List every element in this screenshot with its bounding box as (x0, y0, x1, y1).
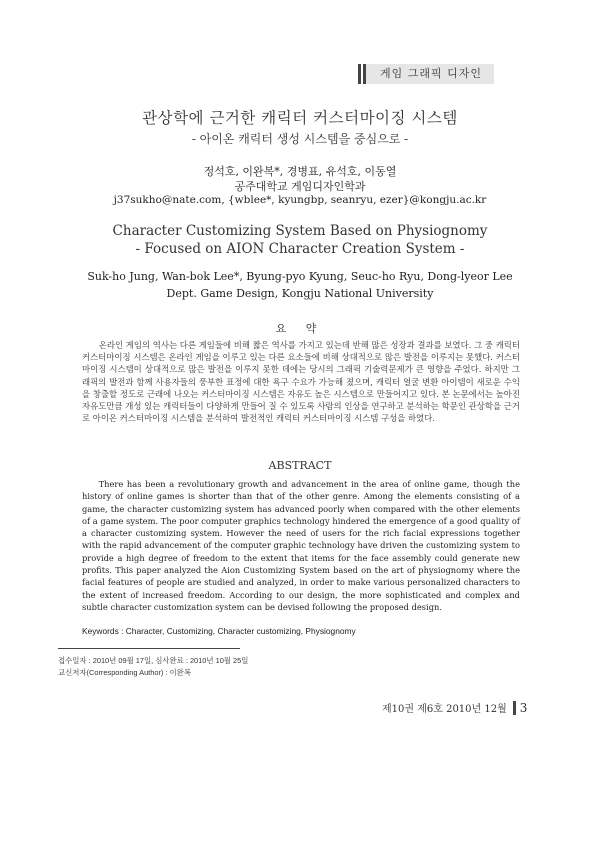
footnote-corresponding-author: 교신저자(Corresponding Author) : 이완복 (58, 668, 191, 677)
footnote-dates: 접수일자 : 2010년 09월 17일, 심사완료 : 2010년 10월 25일 (58, 656, 249, 665)
subtitle-english: - Focused on AION Character Creation System - (135, 241, 465, 257)
abstract-korean-heading: 요 약 (275, 322, 325, 335)
keywords: Keywords : Character, Customizing, Character customizing, Physiognomy (82, 626, 356, 636)
subtitle-korean: - 아이온 캐릭터 생성 시스템을 중심으로 - (191, 132, 409, 146)
author-emails: j37sukho@nate.com, {wblee*, kyungbp, seanryu, ezer}@kongju.ac.kr (113, 194, 487, 206)
affiliation-english: Dept. Game Design, Kongju National University (166, 287, 434, 300)
authors-korean: 정석호, 이완복*, 경병표, 유석호, 이동열 (203, 165, 397, 178)
abstract-english-text: There has been a revolutionary growth and advancement in the area of online game, though the history of online games is shorter than that of the other genre. Among the elements consisting of a game, the character customizing system has advanced poorly when compared with the other elements of a game system. The poor computer graphics technology hindered the emergence of a good quality of a character customizing system. However the need of users for the rich facial expressions together with the rapid advancement of the computer graphic technology have driven the customizing system to provide a high degree of freedom to the extent that items for the face assembly could generate new profits. This paper analyzed the Aion Customizing System based on the art of physiognomy where the facial features of people are studied and analyzed, in order to make various personalized characters to the extent of increased freedom. According to our design, the more sophisticated and complex and subtle character customization system can be devised following the proposed design. (82, 479, 520, 612)
footnote-divider (58, 648, 240, 649)
authors-english: Suk-ho Jung, Wan-bok Lee*, Byung-pyo Kyung, Seuc-ho Ryu, Dong-lyeor Lee (87, 270, 513, 283)
page-number: 3 (519, 700, 528, 715)
issue-info: 제10권 제6호 2010년 12월 (382, 704, 507, 715)
abstract-english-heading: ABSTRACT (268, 459, 332, 472)
page-number-bar (513, 701, 516, 715)
affiliation-korean: 공주대학교 게임디자인학과 (234, 180, 366, 193)
section-tag-bars (358, 64, 366, 84)
page-info (382, 700, 527, 715)
abstract-korean-text: 온라인 게임의 역사는 다른 게임들에 비해 짧은 역사를 가지고 있는데 반해 많은 성장과 결과를 보였다. 그 중 캐릭터 커스터마이징 시스템은 온라인 게임을 이루고 있는 다른 요소들에 비해 상대적으로 많은 발전을 이루지는 못했다. 커스터마이징 시스템이 상대적으로 많은 발전을 이루지 못한 데에는 당시의 그래픽 기술력문제가 큰 영향을 주었다. 하지만 그래픽의 발전과 함께 사용자들의 풍부한 표정에 대한 욕구 수요가 가능해 졌으며, 캐릭터 얼굴 변환 아이템이 새로운 수익을 창출할 정도로 근래에 나오는 커스터마이징 시스템은 자유도 높은 시스템으로 만들어지고 있다. 본 논문에서는 높아진 자유도만큼 개성 있는 캐릭터들이 다양하게 만들어 질 수 있도록 사람의 인상을 연구하고 분석하는 학문인 관상학을 근거로 아이온 커스터마이징 시스템을 분석하여 발전적인 캐릭터 커스터마이징 시스템 구성을 하였다. (82, 340, 520, 424)
section-tag (358, 64, 494, 84)
title-english: Character Customizing System Based on Physiognomy (112, 223, 488, 239)
title-korean: 관상학에 근거한 캐릭터 커스터마이징 시스템 (142, 109, 458, 127)
section-label: 게임 그래픽 디자인 (366, 64, 494, 84)
